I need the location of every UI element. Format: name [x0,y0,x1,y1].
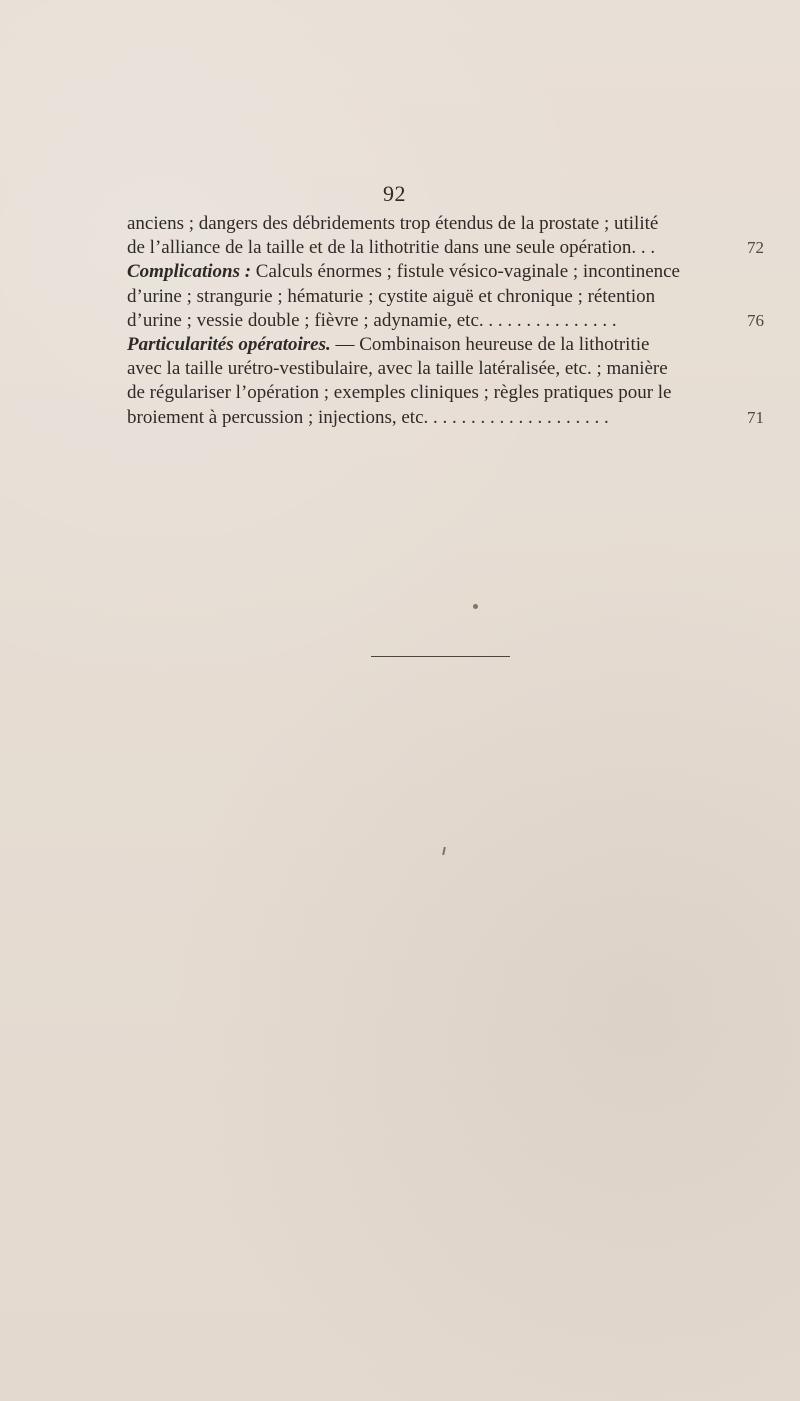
table-of-contents-entries [127,212,764,430]
entry-line: d’urine ; strangurie ; hématurie ; cystite aiguë et chronique ; rétention [127,285,656,307]
page-reference: 72 [747,238,764,258]
entry-line [127,333,711,357]
entry-text: — Combinaison heureuse de la lithotritie [330,333,650,355]
entry-line: avec la taille urétro-vestibulaire, avec la taille latéralisée, etc. ; manière [127,358,668,380]
entry-line [127,236,764,260]
entry-line [127,260,711,284]
entry-line: anciens ; dangers des débridements trop étendus de la prostate ; utilité [127,213,659,234]
paper-speck [442,847,446,855]
entry-text: broiement à percussion ; injections, etc. . . . . . . . . . . . . . . . . . . . [127,406,609,428]
entry-title: Particularités opératoires. [127,333,331,355]
page-number: 92 [383,181,406,206]
paper-speck [473,604,478,609]
closing-rule [371,656,510,657]
entry-text: d’urine ; vessie double ; fièvre ; adynamie, etc. . . . . . . . . . . . . . . [127,309,617,331]
entry-text: de l’alliance de la taille et de la lithotritie dans une seule opération. . . [127,237,656,259]
entry-line [127,309,764,333]
page-reference: 76 [747,310,764,330]
entry-text: Calculs énormes ; fistule vésico-vaginale ; incontinence [251,261,680,283]
entry-title: Complications : [127,261,252,283]
entry-line: de régulariser l’opération ; exemples cliniques ; règles pratiques pour le [127,382,672,404]
page-reference: 71 [747,407,764,427]
entry-line [127,406,764,430]
